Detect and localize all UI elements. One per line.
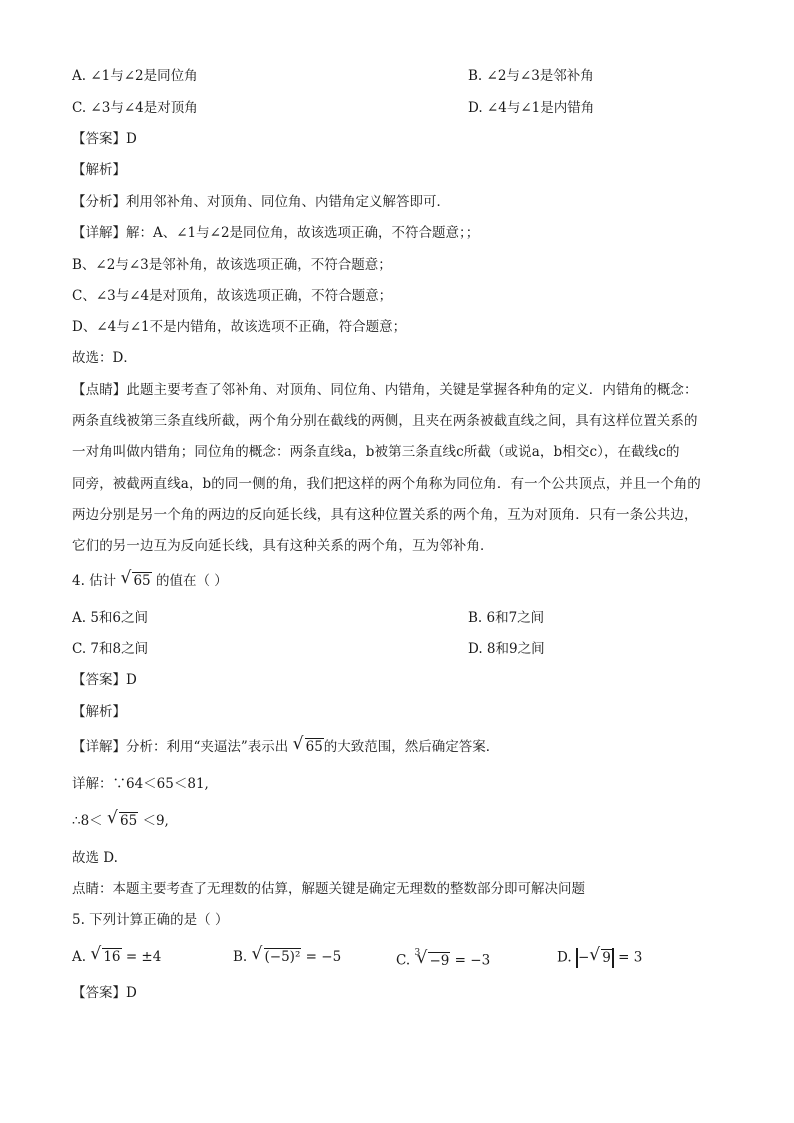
q5-option-a (72, 948, 161, 966)
q4-option-c: C. 7和8之间 (72, 641, 149, 657)
answer-value: D (126, 131, 137, 147)
sqrt-16 (92, 948, 121, 966)
q3-dianjing-3: 一对角叫做内错角；同位角的概念：两条直线a，b被第三条直线c所截（或说a，b相交c），在截线c的 (72, 444, 680, 460)
q4-step-2 (72, 812, 727, 830)
q3-dianjing-2: 两条直线被第三条直线所截，两个角分别在截线的两侧，且夹在两条被截直线之间，具有这样位置关系的 (72, 413, 698, 429)
q5-option-c (396, 948, 490, 970)
q5-answer (72, 984, 727, 1002)
sqrt-neg5-squared (254, 948, 302, 966)
xiangjie-tag: 【详解】 (72, 739, 126, 755)
option-rhs: = −3 (454, 952, 491, 969)
cbrt-neg9 (418, 952, 450, 970)
q3-option-c: C. ∠3与∠4是对顶角 (72, 100, 198, 116)
answer-value: D (126, 672, 137, 688)
answer-tag: 【答案】 (72, 672, 126, 688)
radicand: 16 (103, 949, 121, 965)
fenxi-text: 利用邻补角、对顶角、同位角、内错角定义解答即可． (126, 194, 450, 210)
option-label: B. (233, 949, 248, 965)
step2-pre: ∴8＜ (72, 813, 103, 829)
xiangjie-post: 的大致范围，然后确定答案． (323, 739, 500, 755)
xiangjie-tag: 【详解】 (72, 225, 126, 241)
xiangjie-pre: 分析：利用“夹逼法”表示出 (126, 739, 289, 755)
option-rhs: = 3 (618, 949, 643, 966)
xiangjie-text: 解：A、∠1与∠2是同位角，故该选项正确，不符合题意；； (126, 225, 480, 241)
q3-option-a: A. ∠1与∠2是同位角 (72, 68, 198, 84)
sqrt-9 (591, 949, 612, 967)
q4-analysis-heading (72, 703, 727, 721)
q3-options-row2 (72, 99, 727, 117)
minus-sign: − (577, 949, 590, 966)
sqrt-65 (109, 812, 138, 830)
q3-line-b: B、∠2与∠3是邻补角，故该选项正确，不符合题意； (72, 257, 392, 273)
q3-line-d: D、∠4与∠1不是内错角，故该选项不正确，符合题意； (72, 319, 407, 335)
q3-conclusion: 故选：D． (72, 350, 137, 366)
analysis-tag: 【解析】 (72, 704, 126, 720)
q5-stem: 5. 下列计算正确的是（ ） (72, 912, 229, 928)
option-label: A. (72, 949, 87, 965)
abs-bar-right (612, 948, 614, 968)
radicand: 65 (305, 739, 323, 755)
q4-dianjing: 点睛：本题主要考查了无理数的估算，解题关键是确定无理数的整数部分即可解决问题 (72, 881, 585, 897)
q3-fenxi (72, 193, 727, 211)
dianjing-text: 此题主要考查了邻补角、对顶角、同位角、内错角，关键是掌握各种角的定义．内错角的概念： (126, 382, 698, 398)
analysis-tag: 【解析】 (72, 162, 126, 178)
q4-option-b: B. 6和7之间 (468, 610, 545, 626)
q4-option-a: A. 5和6之间 (72, 610, 149, 626)
answer-tag: 【答案】 (72, 985, 126, 1001)
radicand: 65 (119, 813, 138, 829)
radicand: 65 (133, 573, 151, 589)
radicand: 9 (602, 949, 611, 966)
q4-stem-post: 的值在（ ） (155, 573, 228, 589)
radicand: (−5)² (264, 949, 301, 965)
step2-post: ＜9, (142, 813, 169, 829)
q3-option-d: D. ∠4与∠1是内错角 (468, 100, 595, 116)
q3-dianjing-1 (72, 381, 727, 399)
q4-options-row2 (72, 640, 727, 658)
q3-options-row1 (72, 67, 727, 85)
q3-dianjing-6: 它们的另一边互为反向延长线，具有这种关系的两个角，互为邻补角． (72, 538, 494, 554)
q3-dianjing-4: 同旁，被截两直线a，b的同一侧的角，我们把这样的两个角称为同位角．有一个公共顶点，并且一个角的 (72, 476, 701, 492)
option-rhs: = ±4 (125, 949, 162, 965)
answer-value: D (126, 985, 137, 1001)
dianjing-tag: 【点睛】 (72, 382, 127, 398)
q4-answer (72, 671, 727, 689)
radicand: −9 (429, 952, 450, 969)
q4-xiangjie (72, 738, 727, 756)
q3-answer (72, 130, 727, 148)
fenxi-tag: 【分析】 (72, 194, 126, 210)
q4-stem (72, 572, 727, 590)
q3-line-c: C、∠3与∠4是对顶角，故该选项正确，不符合题意； (72, 288, 393, 304)
q3-xiangjie (72, 224, 727, 242)
sqrt-65 (122, 572, 151, 590)
q4-conclusion: 故选 D. (72, 850, 118, 866)
q3-analysis-heading (72, 161, 727, 179)
option-label: D. (557, 949, 572, 966)
q4-options-row1 (72, 609, 727, 627)
q4-option-d: D. 8和9之间 (468, 641, 545, 657)
q5-option-d (557, 948, 642, 968)
sqrt-65 (295, 738, 324, 756)
q3-dianjing-5: 两边分别是另一个角的两边的反向延长线，具有这种位置关系的两个角，互为对顶角．只有一条公共边， (72, 507, 698, 523)
q3-option-b: B. ∠2与∠3是邻补角 (468, 68, 594, 84)
q5-option-b (233, 948, 341, 966)
q4-stem-pre: 4. 估计 (72, 573, 117, 589)
option-label: C. (396, 952, 411, 969)
q4-step-1: 详解：∵64＜65＜81, (72, 776, 209, 792)
option-rhs: = −5 (305, 949, 342, 965)
root-index: 3 (414, 948, 421, 958)
q5-options (72, 948, 727, 970)
answer-tag: 【答案】 (72, 131, 126, 147)
